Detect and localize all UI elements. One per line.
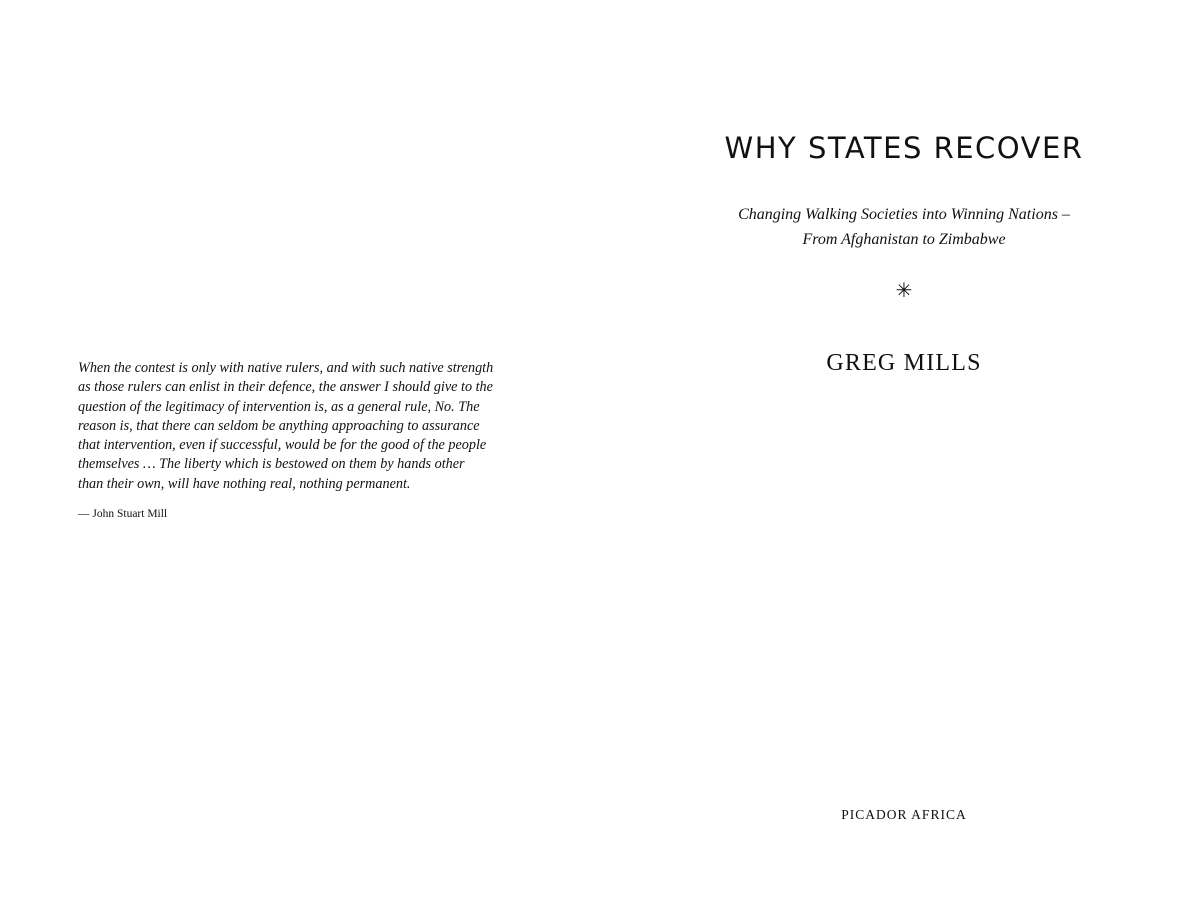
epigraph-line: reason is, that there can seldom be anything approaching to assurance <box>78 417 480 434</box>
right-page <box>600 0 1200 917</box>
epigraph-quote <box>78 359 518 494</box>
epigraph-line: than their own, will have nothing real, nothing permanent. <box>78 475 411 492</box>
book-title: WHY STATES RECOVER <box>724 131 1084 165</box>
publisher-name: PICADOR AFRICA <box>841 807 967 822</box>
epigraph-attribution: — John Stuart Mill <box>78 508 168 520</box>
epigraph-line: as those rulers can enlist in their defence, the answer I should give to the <box>78 379 493 396</box>
asterisk-ornament-icon: ✳ <box>895 278 913 302</box>
book-subtitle <box>600 202 1200 252</box>
epigraph-line: that intervention, even if successful, would be for the good of the people <box>78 437 487 454</box>
author-name: GREG MILLS <box>826 350 982 376</box>
epigraph-line: question of the legitimacy of intervention is, as a general rule, No. The <box>78 398 480 415</box>
subtitle-line: Changing Walking Societies into Winning Nations – <box>738 206 1070 223</box>
epigraph-line: When the contest is only with native rulers, and with such native strength <box>78 360 494 376</box>
subtitle-line: From Afghanistan to Zimbabwe <box>802 231 1006 248</box>
epigraph-line: themselves … The liberty which is bestowed on them by hands other <box>78 456 465 473</box>
